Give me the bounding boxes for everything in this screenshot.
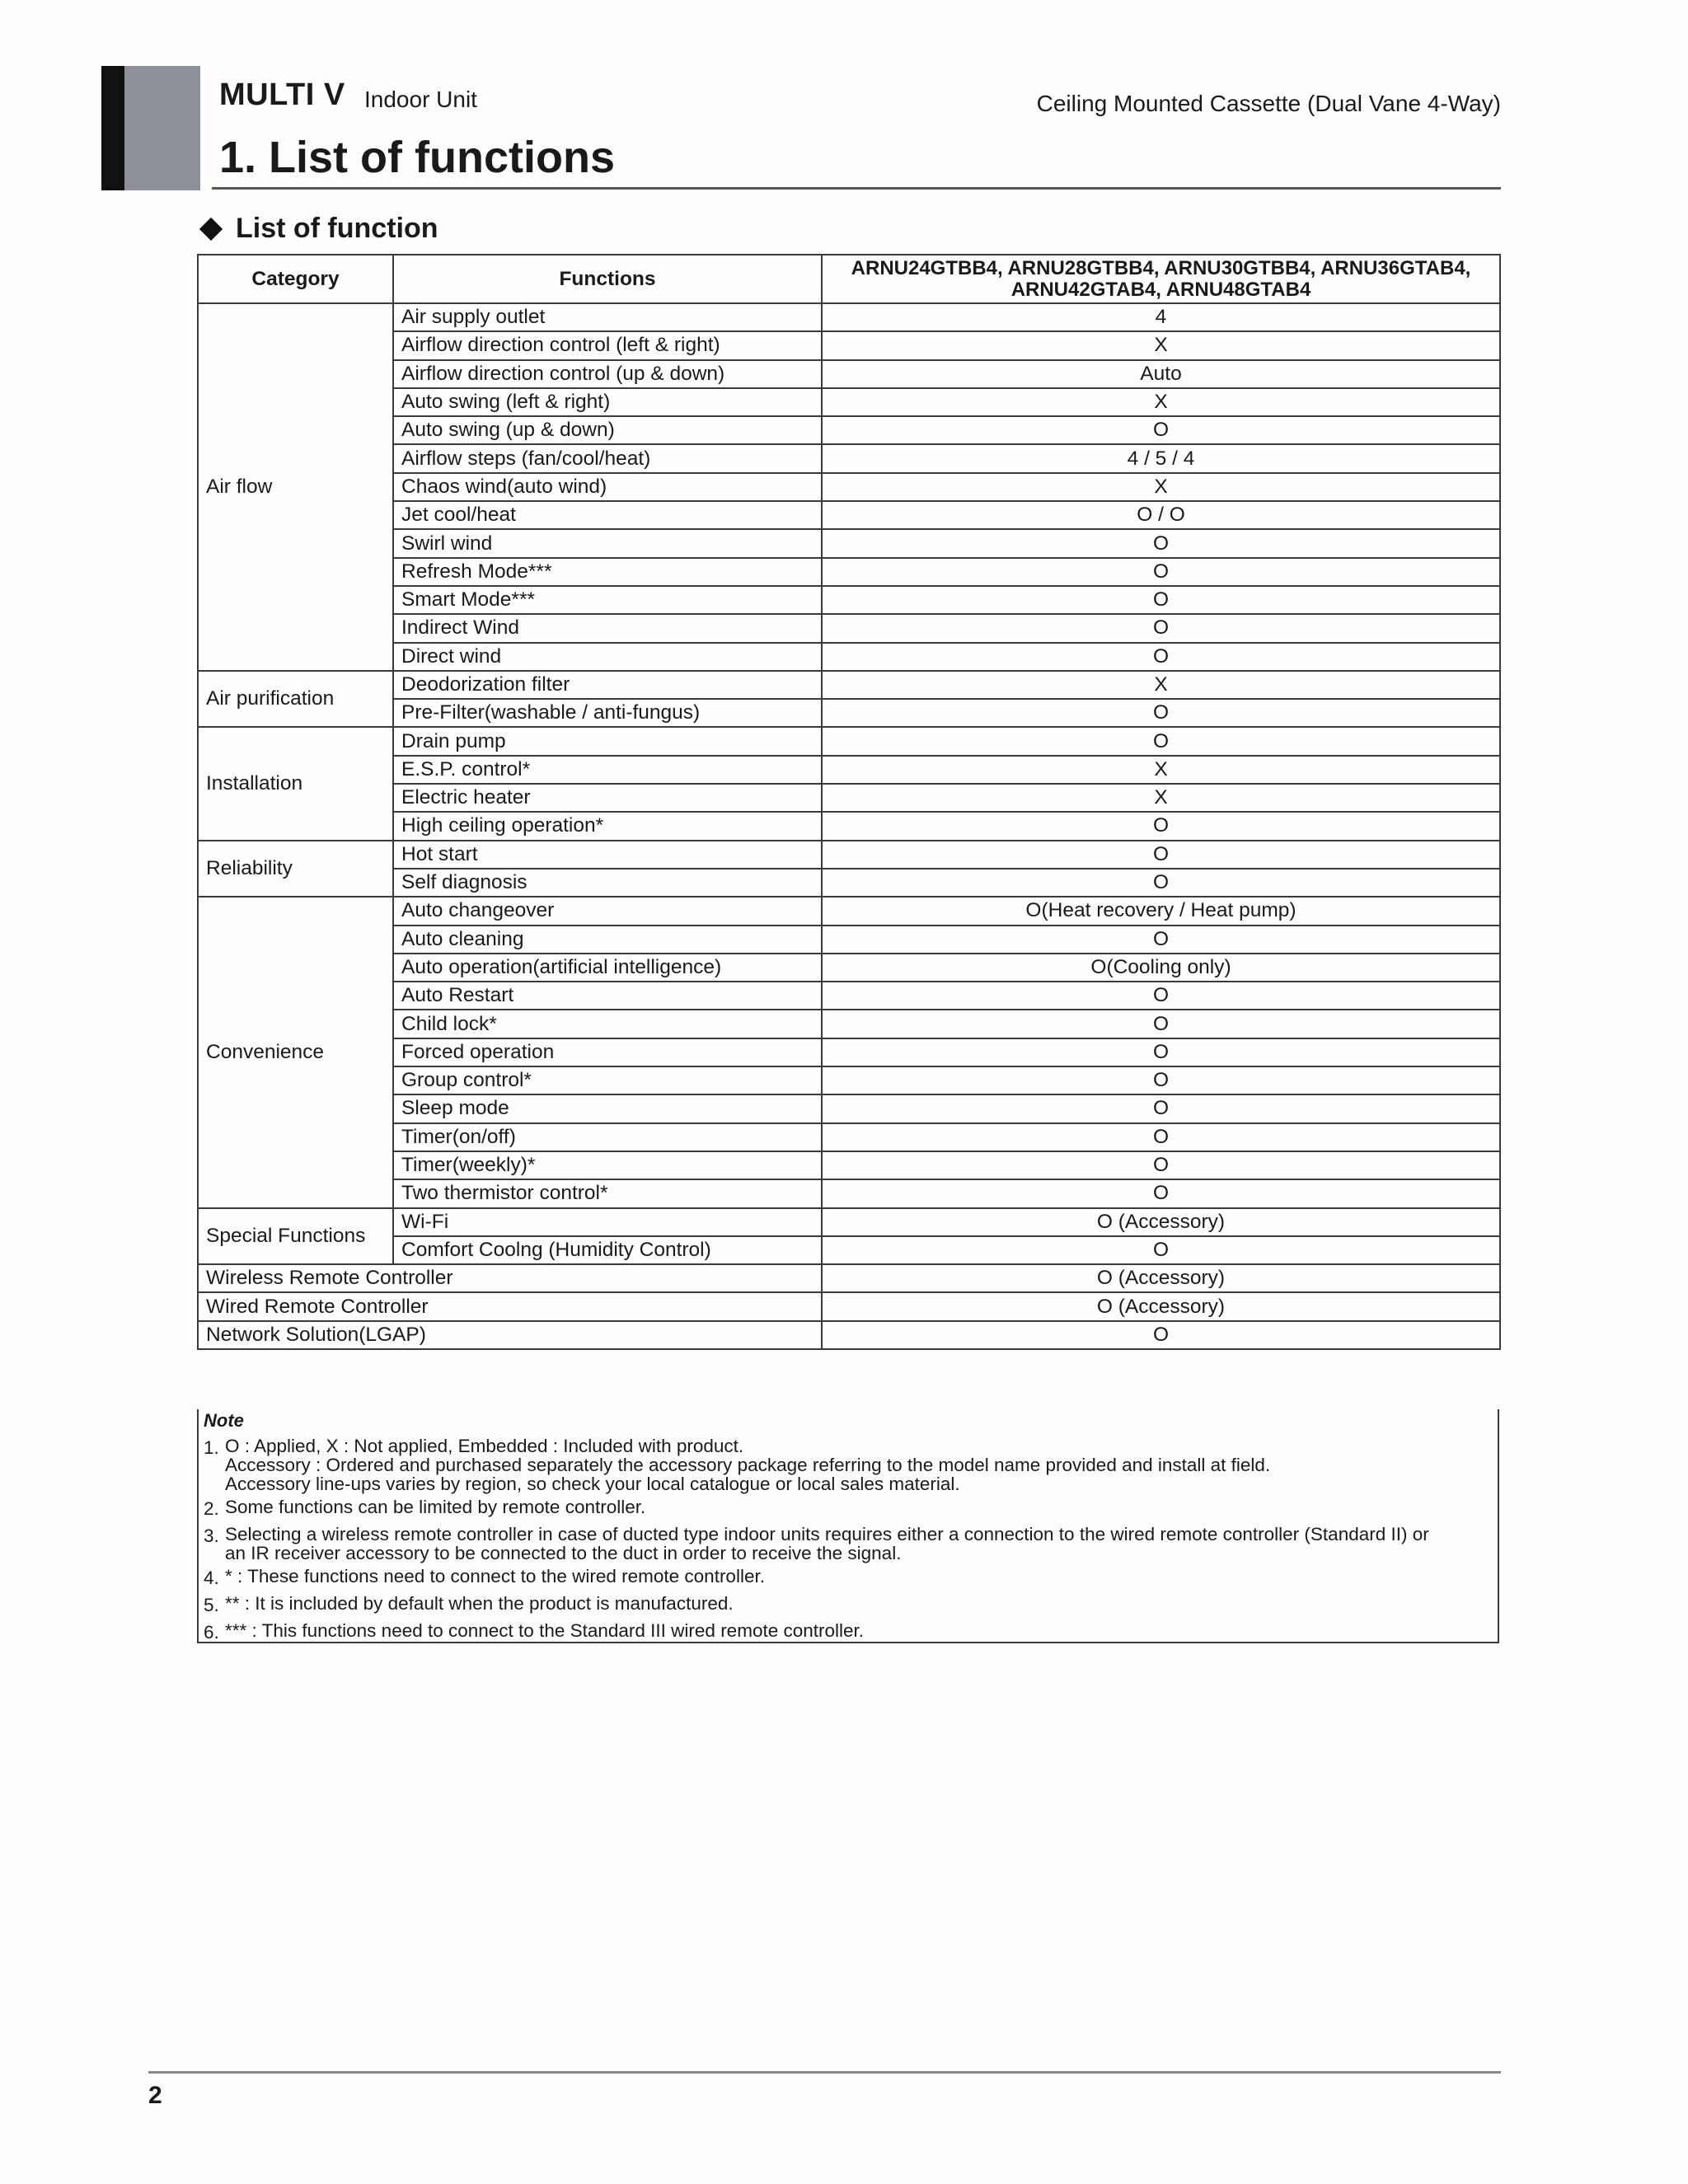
value-cell: O bbox=[822, 727, 1500, 755]
category-cell: Installation bbox=[198, 727, 393, 840]
value-cell: O bbox=[822, 812, 1500, 840]
function-cell: Auto swing (left & right) bbox=[393, 388, 822, 416]
function-cell: Child lock* bbox=[393, 1010, 822, 1038]
category-cell: Air purification bbox=[198, 671, 393, 728]
function-cell: Indirect Wind bbox=[393, 614, 822, 642]
function-cell: Airflow steps (fan/cool/heat) bbox=[393, 444, 822, 472]
value-cell: O bbox=[822, 416, 1500, 444]
table-row bbox=[198, 1179, 1500, 1207]
table-row bbox=[198, 444, 1500, 472]
table-row bbox=[198, 841, 1500, 869]
note-item bbox=[204, 1436, 1491, 1493]
footer-divider bbox=[148, 2071, 1501, 2074]
table-row bbox=[198, 926, 1500, 954]
value-cell: X bbox=[822, 331, 1500, 359]
value-cell: O (Accessory) bbox=[822, 1264, 1500, 1292]
value-cell: X bbox=[822, 756, 1500, 784]
table-row bbox=[198, 1151, 1500, 1179]
function-cell: Comfort Coolng (Humidity Control) bbox=[393, 1236, 822, 1264]
table-row bbox=[198, 1123, 1500, 1151]
function-cell: Auto operation(artificial intelligence) bbox=[393, 954, 822, 982]
table-row bbox=[198, 812, 1500, 840]
table-row bbox=[198, 1208, 1500, 1236]
table-row bbox=[198, 1292, 1500, 1320]
table-row bbox=[198, 360, 1500, 388]
table-row bbox=[198, 529, 1500, 557]
table-row bbox=[198, 303, 1500, 331]
value-cell: O bbox=[822, 1321, 1500, 1349]
value-cell: O bbox=[822, 586, 1500, 614]
note-number: 5. bbox=[204, 1595, 219, 1615]
function-cell: Auto changeover bbox=[393, 897, 822, 925]
value-cell: 4 / 5 / 4 bbox=[822, 444, 1500, 472]
function-cell: Two thermistor control* bbox=[393, 1179, 822, 1207]
title-divider bbox=[212, 187, 1501, 190]
category-cell: Reliability bbox=[198, 841, 393, 898]
category-cell: Air flow bbox=[198, 303, 393, 671]
table-row bbox=[198, 416, 1500, 444]
table-row bbox=[198, 869, 1500, 897]
note-item bbox=[204, 1525, 1491, 1563]
table-row bbox=[198, 1010, 1500, 1038]
section-heading bbox=[198, 213, 438, 245]
value-cell: Auto bbox=[822, 360, 1500, 388]
note-number: 3. bbox=[204, 1526, 219, 1546]
function-cell: Group control* bbox=[393, 1066, 822, 1094]
table-row bbox=[198, 1264, 1500, 1292]
value-cell: O bbox=[822, 699, 1500, 727]
note-item bbox=[204, 1567, 1491, 1590]
brand-name: MULTI V bbox=[219, 77, 345, 112]
brand-subtitle: Indoor Unit bbox=[364, 87, 477, 112]
table-row bbox=[198, 1094, 1500, 1122]
table-row bbox=[198, 784, 1500, 812]
table-row bbox=[198, 982, 1500, 1010]
function-cell: Auto Restart bbox=[393, 982, 822, 1010]
table-row bbox=[198, 671, 1500, 699]
note-text bbox=[225, 1594, 1491, 1617]
value-cell: O bbox=[822, 643, 1500, 671]
value-cell: O bbox=[822, 1094, 1500, 1122]
value-cell: O / O bbox=[822, 501, 1500, 529]
table-row bbox=[198, 1038, 1500, 1066]
table-row bbox=[198, 1321, 1500, 1349]
value-cell: O bbox=[822, 1010, 1500, 1038]
page-number: 2 bbox=[148, 2082, 162, 2109]
note-number: 1. bbox=[204, 1437, 219, 1458]
function-cell: Pre-Filter(washable / anti-fungus) bbox=[393, 699, 822, 727]
table-row bbox=[198, 756, 1500, 784]
note-line: an IR receiver accessory to be connected to the duct in order to receive the signal. bbox=[225, 1543, 902, 1563]
function-cell: Deodorization filter bbox=[393, 671, 822, 699]
function-cell: Electric heater bbox=[393, 784, 822, 812]
note-line: *** : This functions need to connect to the Standard III wired remote controller. bbox=[225, 1620, 865, 1641]
function-cell: E.S.P. control* bbox=[393, 756, 822, 784]
value-cell: O bbox=[822, 869, 1500, 897]
note-text bbox=[225, 1497, 1491, 1521]
value-cell: O bbox=[822, 529, 1500, 557]
function-cell: Wireless Remote Controller bbox=[198, 1264, 822, 1292]
function-cell: Timer(on/off) bbox=[393, 1123, 822, 1151]
header-models: ARNU24GTBB4, ARNU28GTBB4, ARNU30GTBB4, ARNU36GTAB4, ARNU42GTAB4, ARNU48GTAB4 bbox=[822, 255, 1500, 303]
value-cell: O bbox=[822, 1179, 1500, 1207]
function-cell: Hot start bbox=[393, 841, 822, 869]
note-number: 4. bbox=[204, 1568, 219, 1588]
category-cell: Convenience bbox=[198, 897, 393, 1207]
table-row bbox=[198, 954, 1500, 982]
note-line: Selecting a wireless remote controller in case of ducted type indoor units requires either a connection to the wired remote controller (Standard II) or bbox=[225, 1524, 1429, 1544]
function-cell: Forced operation bbox=[393, 1038, 822, 1066]
value-cell: X bbox=[822, 388, 1500, 416]
value-cell: O bbox=[822, 1123, 1500, 1151]
function-cell: Airflow direction control (up & down) bbox=[393, 360, 822, 388]
value-cell: O bbox=[822, 614, 1500, 642]
function-cell: Wi-Fi bbox=[393, 1208, 822, 1236]
note-text bbox=[225, 1621, 1491, 1644]
header-tab-black bbox=[101, 66, 124, 190]
note-text bbox=[225, 1525, 1491, 1563]
value-cell: O (Accessory) bbox=[822, 1292, 1500, 1320]
value-cell: O bbox=[822, 926, 1500, 954]
table-row bbox=[198, 331, 1500, 359]
value-cell: O bbox=[822, 1066, 1500, 1094]
table-row bbox=[198, 614, 1500, 642]
section-title: List of function bbox=[236, 213, 438, 244]
function-cell: Auto swing (up & down) bbox=[393, 416, 822, 444]
function-cell: Smart Mode*** bbox=[393, 586, 822, 614]
function-cell: Drain pump bbox=[393, 727, 822, 755]
function-cell: Airflow direction control (left & right) bbox=[393, 331, 822, 359]
notes-title: Note bbox=[204, 1410, 244, 1431]
note-text bbox=[225, 1567, 1491, 1590]
function-cell: Wired Remote Controller bbox=[198, 1292, 822, 1320]
table-row bbox=[198, 699, 1500, 727]
note-text bbox=[225, 1436, 1491, 1493]
note-line: * : These functions need to connect to the wired remote controller. bbox=[225, 1566, 765, 1586]
table-body bbox=[198, 303, 1500, 1349]
note-item bbox=[204, 1594, 1491, 1617]
value-cell: O bbox=[822, 1151, 1500, 1179]
function-cell: Air supply outlet bbox=[393, 303, 822, 331]
value-cell: O bbox=[822, 982, 1500, 1010]
function-cell: Network Solution(LGAP) bbox=[198, 1321, 822, 1349]
header-tab-gray bbox=[124, 66, 200, 190]
note-line: Accessory : Ordered and purchased separately the accessory package referring to the model name provided and install at field. bbox=[225, 1455, 1271, 1475]
note-line: Some functions can be limited by remote controller. bbox=[225, 1497, 646, 1517]
note-line: ** : It is included by default when the product is manufactured. bbox=[225, 1593, 734, 1614]
note-number: 2. bbox=[204, 1498, 219, 1519]
table-row bbox=[198, 473, 1500, 501]
note-number: 6. bbox=[204, 1622, 219, 1643]
function-cell: Auto cleaning bbox=[393, 926, 822, 954]
value-cell: X bbox=[822, 473, 1500, 501]
value-cell: O(Cooling only) bbox=[822, 954, 1500, 982]
value-cell: O (Accessory) bbox=[822, 1208, 1500, 1236]
value-cell: O(Heat recovery / Heat pump) bbox=[822, 897, 1500, 925]
value-cell: 4 bbox=[822, 303, 1500, 331]
table-row bbox=[198, 643, 1500, 671]
product-name: Ceiling Mounted Cassette (Dual Vane 4-Way) bbox=[1036, 91, 1501, 116]
header-category: Category bbox=[198, 255, 393, 303]
function-cell: Self diagnosis bbox=[393, 869, 822, 897]
function-cell: Sleep mode bbox=[393, 1094, 822, 1122]
functions-table bbox=[197, 254, 1501, 1350]
notes-list bbox=[204, 1436, 1491, 1644]
notes-box bbox=[197, 1409, 1499, 1643]
table-row bbox=[198, 586, 1500, 614]
table-row bbox=[198, 1066, 1500, 1094]
table-row bbox=[198, 558, 1500, 586]
function-cell: Timer(weekly)* bbox=[393, 1151, 822, 1179]
function-cell: Jet cool/heat bbox=[393, 501, 822, 529]
table-row bbox=[198, 1236, 1500, 1264]
diamond-bullet-icon bbox=[199, 217, 223, 240]
note-item bbox=[204, 1621, 1491, 1644]
header-functions: Functions bbox=[393, 255, 822, 303]
note-line: O : Applied, X : Not applied, Embedded : Included with product. bbox=[225, 1436, 744, 1456]
value-cell: O bbox=[822, 1038, 1500, 1066]
category-cell: Special Functions bbox=[198, 1208, 393, 1265]
value-cell: O bbox=[822, 1236, 1500, 1264]
function-cell: Swirl wind bbox=[393, 529, 822, 557]
page-title: 1. List of functions bbox=[219, 133, 615, 182]
table-row bbox=[198, 501, 1500, 529]
value-cell: X bbox=[822, 671, 1500, 699]
function-cell: Refresh Mode*** bbox=[393, 558, 822, 586]
value-cell: X bbox=[822, 784, 1500, 812]
table-row bbox=[198, 388, 1500, 416]
function-cell: High ceiling operation* bbox=[393, 812, 822, 840]
value-cell: O bbox=[822, 841, 1500, 869]
note-line: Accessory line-ups varies by region, so check your local catalogue or local sales material. bbox=[225, 1474, 960, 1494]
value-cell: O bbox=[822, 558, 1500, 586]
table-row bbox=[198, 897, 1500, 925]
note-item bbox=[204, 1497, 1491, 1521]
function-cell: Chaos wind(auto wind) bbox=[393, 473, 822, 501]
table-row bbox=[198, 727, 1500, 755]
table-header-row bbox=[198, 255, 1500, 303]
function-cell: Direct wind bbox=[393, 643, 822, 671]
